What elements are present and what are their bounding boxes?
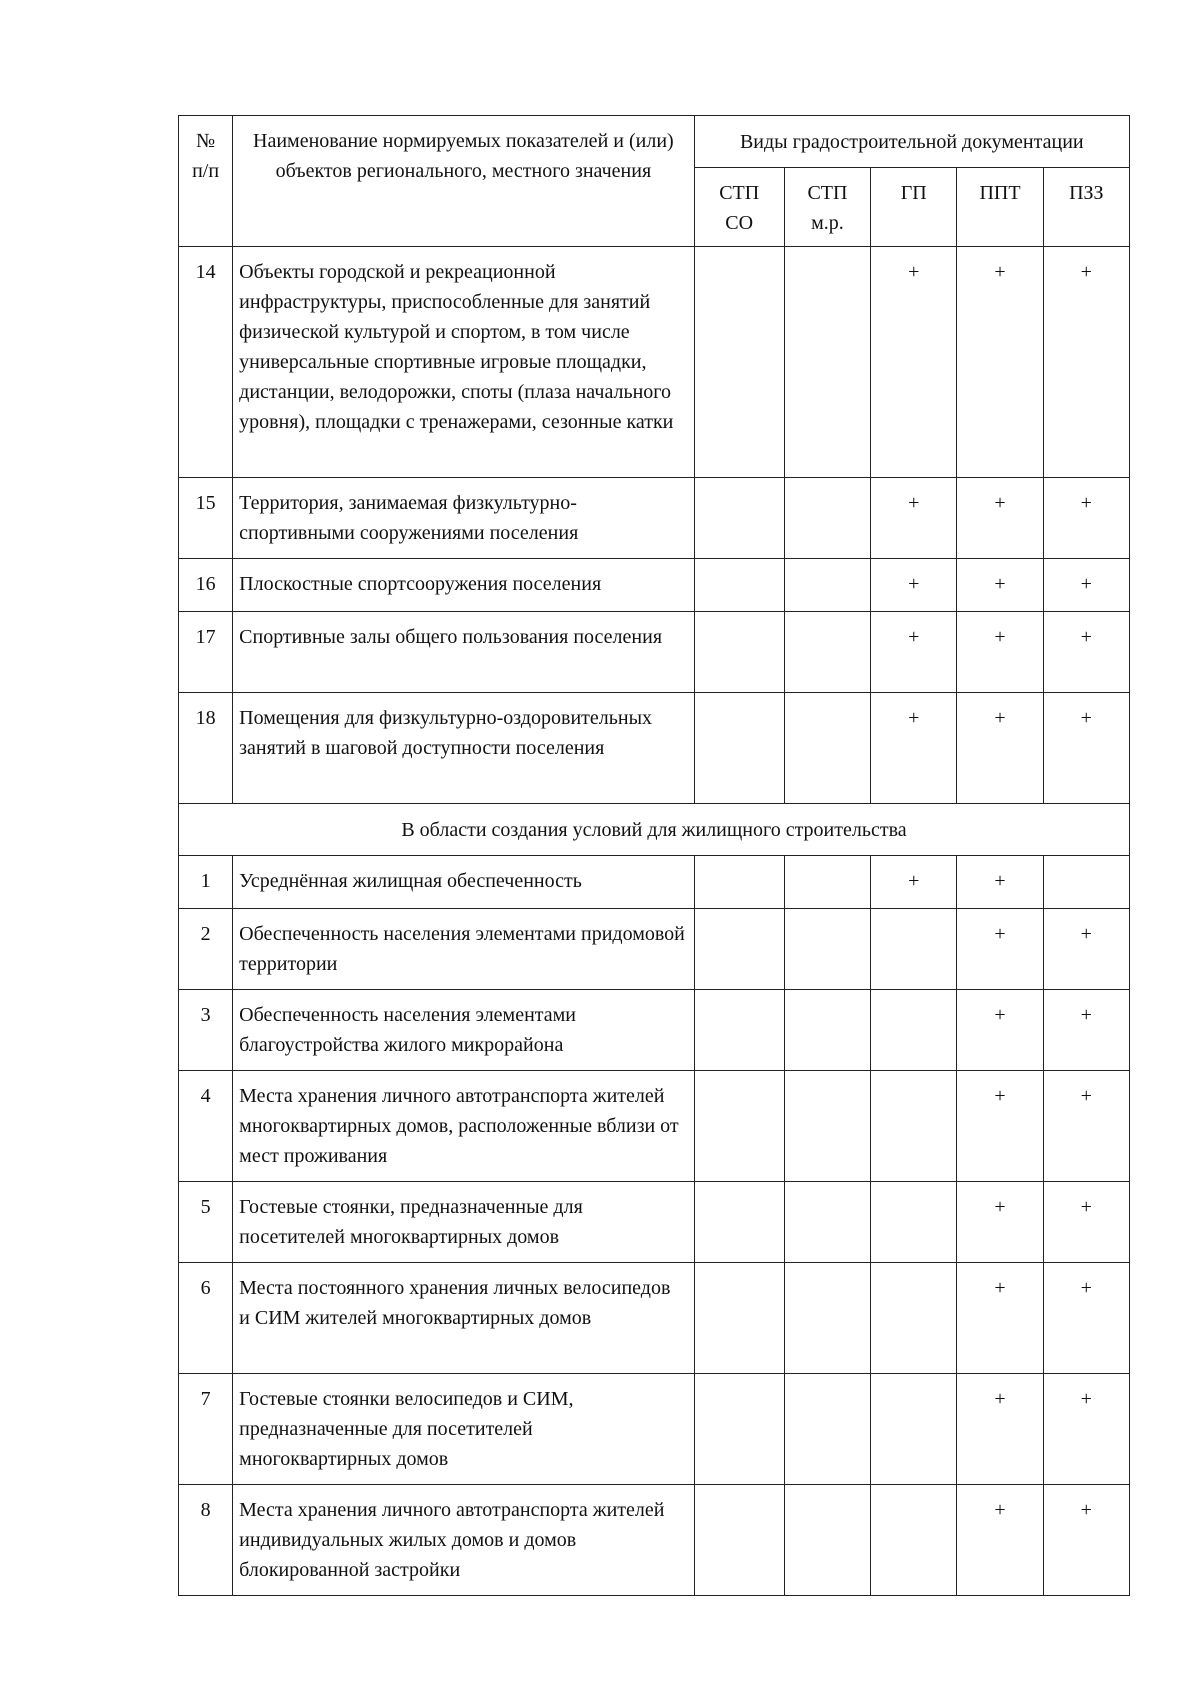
row-num: 14	[179, 247, 233, 478]
row-mark	[784, 1071, 870, 1182]
row-name: Гостевые стоянки, предназначенные для посетителей многоквартирных домов	[233, 1182, 694, 1263]
row-mark: +	[1043, 1071, 1129, 1182]
table-row	[179, 1263, 1130, 1374]
row-name: Места хранения личного автотранспорта жителей многоквартирных домов, расположенные вблизи от мест проживания	[233, 1071, 694, 1182]
table-row	[179, 909, 1130, 990]
header-num	[179, 116, 233, 247]
header-doc-ppt	[957, 168, 1043, 247]
table-row	[179, 693, 1130, 804]
row-mark	[784, 990, 870, 1071]
header-doc-label: СТП СО	[719, 182, 760, 234]
row-mark	[871, 1263, 957, 1374]
header-doc-stp-so	[694, 168, 784, 247]
row-mark	[1043, 856, 1129, 909]
header-doc-gp	[871, 168, 957, 247]
row-num: 5	[179, 1182, 233, 1263]
row-mark	[694, 909, 784, 990]
row-mark: +	[957, 1071, 1043, 1182]
row-num: 15	[179, 478, 233, 559]
header-doc-stp-mr	[784, 168, 870, 247]
row-mark: +	[957, 856, 1043, 909]
header-doc-pzz	[1043, 168, 1129, 247]
row-mark: +	[957, 990, 1043, 1071]
row-mark	[784, 693, 870, 804]
row-num: 18	[179, 693, 233, 804]
row-mark	[784, 612, 870, 693]
row-num: 4	[179, 1071, 233, 1182]
row-mark	[694, 1182, 784, 1263]
document-page	[178, 115, 1130, 1596]
row-mark	[694, 559, 784, 612]
table-row	[179, 1071, 1130, 1182]
row-mark	[784, 247, 870, 478]
row-mark: +	[1043, 1374, 1129, 1485]
row-mark	[784, 1263, 870, 1374]
row-mark: +	[957, 1182, 1043, 1263]
row-name: Места хранения личного автотранспорта жителей индивидуальных жилых домов и домов блокированной застройки	[233, 1485, 694, 1596]
row-mark	[694, 612, 784, 693]
row-mark	[694, 1374, 784, 1485]
row-mark: +	[1043, 559, 1129, 612]
row-name: Гостевые стоянки велосипедов и СИМ, предназначенные для посетителей многоквартирных домов	[233, 1374, 694, 1485]
table-row	[179, 1374, 1130, 1485]
row-mark: +	[957, 478, 1043, 559]
section-heading: В области создания условий для жилищного строительства	[179, 804, 1130, 856]
row-mark: +	[1043, 909, 1129, 990]
header-name-label: Наименование нормируемых показателей и (или) объектов регионального, местного значения	[253, 130, 674, 182]
row-mark: +	[871, 693, 957, 804]
header-doc-label: СТП м.р.	[807, 182, 848, 234]
row-mark: +	[957, 1374, 1043, 1485]
row-mark: +	[871, 856, 957, 909]
table-row	[179, 247, 1130, 478]
row-mark	[784, 909, 870, 990]
row-mark	[784, 1485, 870, 1596]
norms-table	[178, 115, 1130, 1596]
header-doc-label: ПЗЗ	[1069, 182, 1104, 204]
row-mark: +	[871, 478, 957, 559]
row-name: Спортивные залы общего пользования поселения	[233, 612, 694, 693]
row-mark	[784, 478, 870, 559]
row-num: 6	[179, 1263, 233, 1374]
row-mark	[694, 247, 784, 478]
row-mark: +	[957, 1263, 1043, 1374]
row-mark	[784, 856, 870, 909]
row-mark	[871, 909, 957, 990]
section-row	[179, 804, 1130, 856]
row-mark	[694, 693, 784, 804]
row-num: 17	[179, 612, 233, 693]
header-doc-label: ППТ	[979, 182, 1021, 204]
row-num: 7	[179, 1374, 233, 1485]
row-num: 1	[179, 856, 233, 909]
row-name: Усреднённая жилищная обеспеченность	[233, 856, 694, 909]
row-mark	[871, 1182, 957, 1263]
row-mark	[871, 1485, 957, 1596]
header-doc-label: ГП	[900, 182, 927, 204]
table-row	[179, 1182, 1130, 1263]
header-doc-group-label: Виды градостроительной документации	[739, 130, 1084, 153]
row-mark	[784, 1374, 870, 1485]
table-row	[179, 1485, 1130, 1596]
row-name: Плоскостные спортсооружения поселения	[233, 559, 694, 612]
row-mark: +	[1043, 612, 1129, 693]
table-row	[179, 990, 1130, 1071]
row-mark: +	[1043, 247, 1129, 478]
row-mark: +	[871, 559, 957, 612]
row-mark	[694, 1485, 784, 1596]
row-mark	[871, 1071, 957, 1182]
row-mark	[871, 990, 957, 1071]
row-mark: +	[1043, 990, 1129, 1071]
row-mark	[784, 1182, 870, 1263]
row-mark: +	[1043, 1263, 1129, 1374]
row-name: Места постоянного хранения личных велосипедов и СИМ жителей многоквартирных домов	[233, 1263, 694, 1374]
row-num: 3	[179, 990, 233, 1071]
row-name: Территория, занимаемая физкультурно-спортивными сооружениями поселения	[233, 478, 694, 559]
row-mark	[694, 1071, 784, 1182]
row-mark: +	[1043, 1485, 1129, 1596]
row-name: Объекты городской и рекреационной инфраструктуры, приспособленные для занятий физической культурой и спортом, в том числе универсальные спортивные игровые площадки, дистанции, велодорожки, споты (плаза начального уровня), площадки с тренажерами, сезонные катки	[233, 247, 694, 478]
header-num-label: № п/п	[192, 130, 220, 182]
row-mark	[871, 1374, 957, 1485]
row-mark: +	[871, 612, 957, 693]
row-mark: +	[957, 559, 1043, 612]
row-mark	[694, 856, 784, 909]
table-row	[179, 856, 1130, 909]
row-mark: +	[957, 909, 1043, 990]
row-mark: +	[957, 693, 1043, 804]
row-mark: +	[957, 1485, 1043, 1596]
row-name: Обеспеченность населения элементами придомовой территории	[233, 909, 694, 990]
header-doc-group	[694, 116, 1129, 168]
table-row	[179, 612, 1130, 693]
row-mark: +	[1043, 693, 1129, 804]
row-mark	[694, 1263, 784, 1374]
row-num: 16	[179, 559, 233, 612]
row-mark: +	[957, 247, 1043, 478]
row-mark: +	[957, 612, 1043, 693]
row-name: Обеспеченность населения элементами благоустройства жилого микрорайона	[233, 990, 694, 1071]
row-mark	[784, 559, 870, 612]
row-num: 8	[179, 1485, 233, 1596]
table-row	[179, 478, 1130, 559]
row-mark	[694, 990, 784, 1071]
row-name: Помещения для физкультурно-оздоровительных занятий в шаговой доступности поселения	[233, 693, 694, 804]
header-name	[233, 116, 694, 247]
row-num: 2	[179, 909, 233, 990]
row-mark: +	[1043, 1182, 1129, 1263]
row-mark: +	[1043, 478, 1129, 559]
row-mark: +	[871, 247, 957, 478]
row-mark	[694, 478, 784, 559]
table-row	[179, 559, 1130, 612]
